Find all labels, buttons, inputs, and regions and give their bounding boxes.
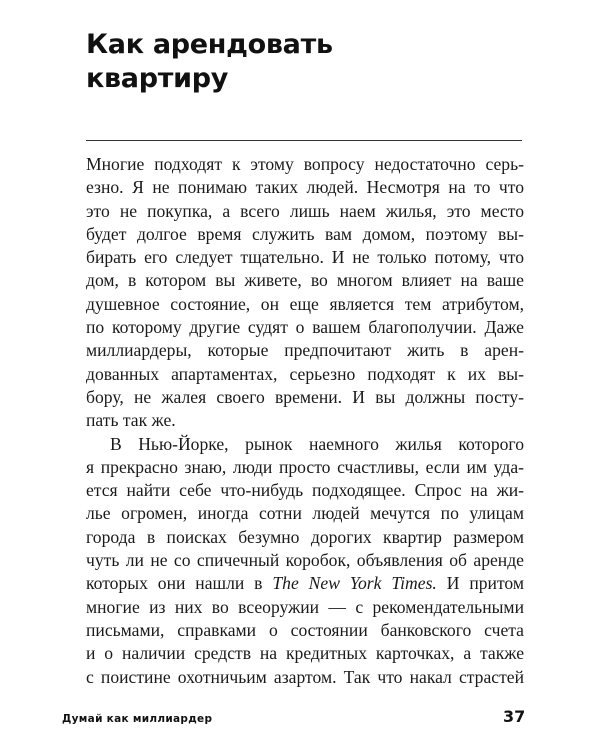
text-line: бору, не жалея своего времени. И вы должны посту-: [86, 386, 524, 407]
text-fragment: И притом: [436, 573, 525, 594]
paragraph-1: [86, 153, 524, 433]
text-line: будет долгое время служить вам домом, поэтому вы-: [86, 223, 524, 244]
text-line: ется найти себе что-нибудь подходящее. Спрос на жи-: [86, 480, 524, 501]
publication-title: The New York Times.: [272, 573, 437, 594]
text-line: В Нью-Йорке, рынок наемного жилья которого: [110, 433, 524, 454]
text-line: многие из них во всеоружии — с рекомендательными: [86, 596, 524, 617]
body-text: [86, 153, 524, 689]
text-line: по которому другие судят о вашем благополучии. Даже: [86, 317, 524, 338]
chapter-title-line-2: квартиру: [86, 63, 229, 94]
text-line: [86, 572, 524, 595]
text-line: Многие подходят к этому вопросу недостаточно серь-: [86, 154, 524, 174]
text-line: с поистине охотничьим азартом. Так что накал страстей: [86, 666, 524, 687]
text-line: лье огромен, иногда сотни людей мечутся по улицам: [86, 503, 524, 524]
text-line: и о наличии средств на кредитных карточках, а также: [86, 643, 524, 664]
text-line: душевное состояние, он еще является тем атрибутом,: [86, 293, 524, 314]
text-line: дом, в котором вы живете, во многом влияет на ваше: [86, 270, 524, 291]
text-line: езно. Я не понимаю таких людей. Несмотря на то что: [86, 177, 524, 198]
text-line: бирать его следует тщательно. И не только потому, что: [86, 247, 524, 268]
title-divider: [86, 140, 522, 141]
text-line: дованных апартаментах, серьезно подходят к их вы-: [86, 363, 524, 384]
text-line: письмами, справками о состоянии банковского счета: [86, 619, 524, 640]
page-number: 37: [503, 707, 526, 726]
text-line: я прекрасно знаю, люди просто счастливы, если им уда-: [86, 456, 524, 477]
paragraph-2: [86, 433, 524, 689]
text-line: чуть ли не со спичечный коробок, объявления об аренде: [86, 550, 524, 571]
text-line: города в поисках безумно дорогих квартир размером: [86, 526, 524, 547]
chapter-title-line-1: Как арендовать: [86, 29, 333, 60]
text-line: пать так же.: [86, 410, 176, 431]
running-footer-book-title: Думай как миллиардер: [62, 713, 213, 725]
text-fragment: которых они нашли в: [86, 573, 273, 594]
text-line: миллиардеры, которые предпочитают жить в арен-: [86, 340, 524, 361]
text-line: это не покупка, а всего лишь наем жилья, это место: [86, 200, 524, 221]
chapter-title: [86, 28, 526, 96]
